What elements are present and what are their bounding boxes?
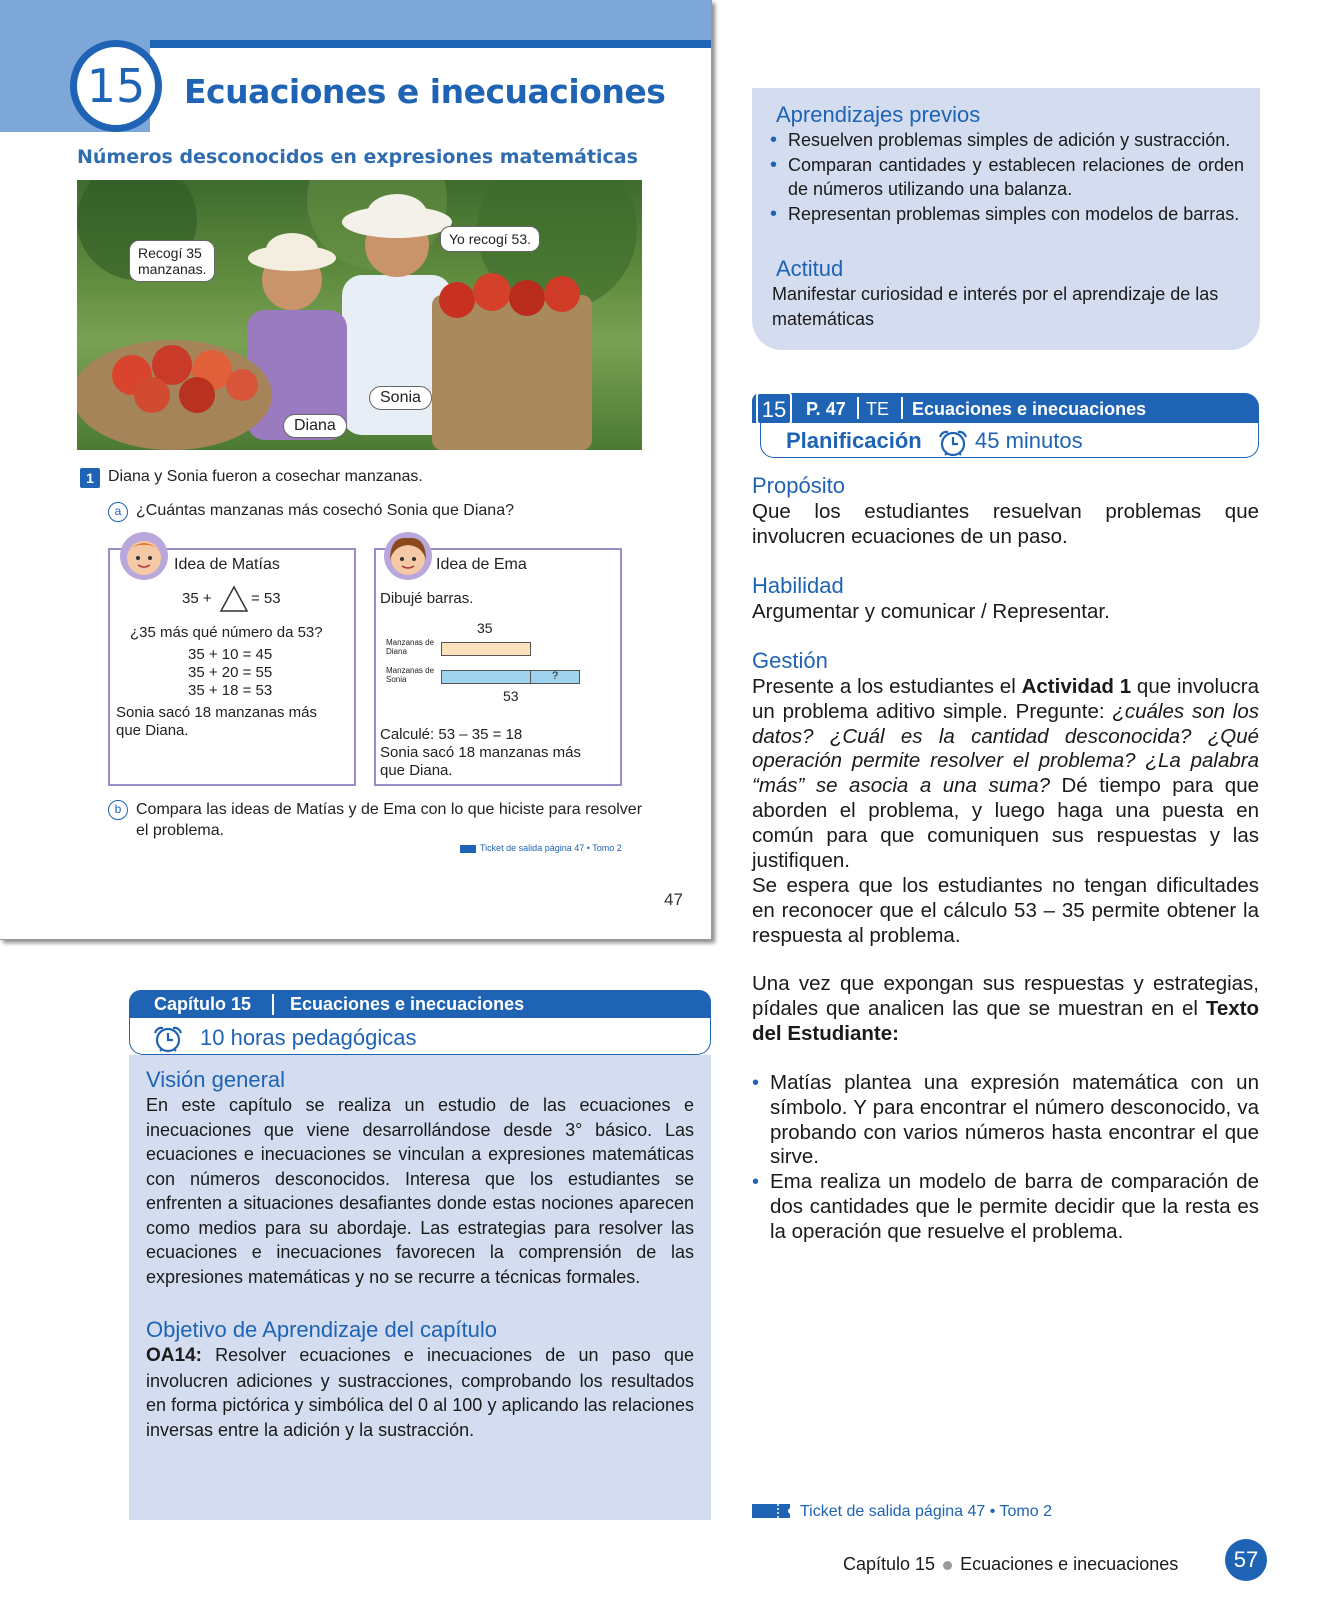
matias-equation-right: = 53: [251, 590, 281, 607]
page-footer: [843, 1554, 1178, 1575]
matias-face-icon: [118, 530, 170, 582]
actitud-heading: Actitud: [776, 256, 844, 281]
student-page-subtitle: Números desconocidos en expresiones matemáticas: [77, 146, 638, 168]
texto-estudiante-emphasis: Texto del Estudiante:: [752, 996, 1259, 1045]
part-a-label: a: [108, 502, 128, 522]
apple-harvest-photo: [77, 180, 642, 450]
ema-conclusion: Sonia sacó 18 manzanas más que Diana.: [380, 744, 581, 779]
footer-topic: Ecuaciones e inecuaciones: [960, 1554, 1179, 1574]
part-b-label: b: [108, 800, 128, 820]
speech-bubble-diana: Recogí 35 manzanas.: [129, 240, 215, 282]
aprendizajes-previos-panel: [752, 88, 1260, 350]
gestion-heading: Gestión: [752, 648, 828, 673]
separator: [901, 397, 903, 419]
ema-intro: Dibujé barras.: [380, 590, 474, 607]
planificacion-label: Planificación: [786, 428, 922, 453]
gestion-paragraph-2: Se espera que los estudiantes no tengan dificultades en reconocer que el cálculo 53 – 35 permite obtener la respuesta al problema.: [752, 874, 1259, 947]
actividad-emphasis: Actividad 1: [1021, 675, 1132, 698]
alarm-clock-icon: [937, 428, 969, 458]
actitud-text: Manifestar curiosidad e interés por el aprendizaje de las matemáticas: [772, 284, 1219, 329]
separator: [857, 397, 859, 419]
ema-bar-top-value: 35: [477, 620, 493, 636]
part-a-question: ¿Cuántas manzanas más cosechó Sonia que Diana?: [136, 502, 514, 519]
ema-bar-diana: [441, 642, 531, 656]
ema-bar1-label: Manzanas de Diana: [386, 638, 435, 656]
ema-bar-sonia-unknown: ?: [530, 670, 580, 684]
proposito-heading: Propósito: [752, 473, 845, 498]
matias-conclusion: Sonia sacó 18 manzanas más que Diana.: [116, 704, 317, 739]
matias-try-2: 35 + 20 = 55: [188, 664, 273, 681]
matias-try-1: 35 + 10 = 45: [188, 646, 273, 663]
guiding-questions: ¿cuáles son los datos? ¿Cuál es la cantidad desconocida? ¿Qué operación permite resolver el problema? ¿La palabra “más” se asocia a una suma?: [752, 699, 1259, 798]
planificacion-page-ref: P. 47: [806, 399, 846, 419]
name-tag-diana: Diana: [283, 414, 347, 438]
oa-code: OA14:: [146, 1345, 202, 1366]
ema-bar-bottom-value: 53: [503, 688, 519, 704]
matias-equation-left: 35 +: [182, 590, 212, 607]
planificacion-topic: Ecuaciones e inecuaciones: [912, 399, 1147, 419]
name-tag-sonia: Sonia: [369, 386, 432, 410]
habilidad-text: Argumentar y comunicar / Representar.: [752, 600, 1110, 623]
planificacion-book-ref: TE: [866, 399, 890, 419]
ema-bar-sonia-known: [441, 670, 531, 684]
vision-general-heading: Visión general: [146, 1067, 286, 1092]
capitulo-topic: Ecuaciones e inecuaciones: [290, 994, 525, 1014]
list-item: • Matías plantea una expresión matemática con un símbolo. Y para encontrar el número desconocido, va probando con varios números hasta encontrar el que sirve.: [752, 1071, 1259, 1170]
ticket-icon: [460, 845, 476, 853]
ticket-salida-text: Ticket de salida página 47 • Tomo 2: [800, 1503, 1052, 1520]
student-page-thumbnail: [0, 0, 712, 940]
habilidad-heading: Habilidad: [752, 573, 844, 598]
idea-matias-title: Idea de Matías: [174, 556, 280, 573]
aprendizajes-previos-heading: Aprendizajes previos: [776, 102, 981, 127]
aprendizajes-previos-list: [770, 128, 1244, 226]
gestion-paragraph-1: Presente a los estudiantes el Actividad 1 que involucra un problema aditivo simple. Pregunte: ¿cuáles son los datos? ¿Cuál es la cantidad desconocida? ¿Qué operación permite resolver el problema? ¿La palabra “más” se asocia a una suma? Dé tiempo para que aborden el problema, y luego haga una puesta en común para que comuniquen sus respuestas y las justifiquen.: [752, 675, 1259, 872]
student-ticket-note: [460, 843, 622, 853]
ema-face-icon: [382, 530, 434, 582]
chapter-number-badge: 15: [70, 40, 162, 132]
gestion-paragraph-3: Una vez que expongan sus respuestas y estrategias, pídales que analicen las que se muestran en el Texto del Estudiante:: [752, 972, 1259, 1045]
photo-illustration: [77, 180, 642, 450]
objetivo-text: OA14: Resolver ecuaciones e inecuaciones de un paso que involucren adiciones y sustracciones, comprobando los resultados en forma pictórica y simbólica del 0 al 100 y aplicando las relaciones inversas entre la adición y la sustracción.: [146, 1345, 694, 1440]
question-number-badge: 1: [80, 468, 100, 488]
student-ticket-text: Ticket de salida página 47 • Tomo 2: [480, 843, 622, 853]
capitulo-hours: 10 horas pedagógicas: [200, 1025, 417, 1050]
ema-calc: Calculé: 53 – 35 = 18: [380, 726, 523, 743]
list-item: • Representan problemas simples con modelos de barras.: [770, 202, 1244, 227]
ticket-icon: [752, 1502, 790, 1520]
vision-general-text: En este capítulo se realiza un estudio de las ecuaciones e inecuaciones que viene desarrollándose desde 3° básico. Las ecuaciones e inecuaciones se vinculan a expresiones matemáticas con números desconocidos. Interesa que los estudiantes se enfrenten a situaciones desafiantes donde estas nociones aparecen como medios para su abordaje. Las estrategias para resolver las ecuaciones e inecuaciones favorecen la comprensión de las expresiones matemáticas y no se recurre a técnicas formales.: [146, 1095, 694, 1287]
footer-chapter: Capítulo 15: [843, 1554, 936, 1574]
matias-try-3: 35 + 18 = 53: [188, 682, 273, 699]
student-page-number: 47: [664, 890, 683, 909]
footer-dot: [943, 1561, 952, 1570]
objetivo-heading: Objetivo de Aprendizaje del capítulo: [146, 1317, 498, 1342]
idea-ema-title: Idea de Ema: [436, 556, 527, 573]
page-number-badge: 57: [1225, 1539, 1267, 1581]
list-item: • Resuelven problemas simples de adición y sustracción.: [770, 128, 1244, 153]
vision-general-panel: [129, 1055, 711, 1520]
proposito-text: Que los estudiantes resuelvan problemas que involucren ecuaciones de un paso.: [752, 500, 1259, 548]
part-b-question: Compara las ideas de Matías y de Ema con lo que hiciste para resolver el problema.: [136, 801, 643, 839]
gestion-list: [752, 1071, 1259, 1245]
planificacion-chapter-badge: 15: [756, 392, 792, 425]
list-item: • Comparan cantidades y establecen relaciones de orden de números utilizando una balanza.: [770, 153, 1244, 202]
list-item: • Ema realiza un modelo de barra de comparación de dos cantidades que le permite decidir que la resta es la operación que resuelve el problema.: [752, 1170, 1259, 1244]
student-page-title: Ecuaciones e inecuaciones: [184, 72, 666, 111]
alarm-clock-icon: [152, 1024, 184, 1054]
separator: [272, 994, 274, 1015]
header-band: [0, 0, 712, 40]
triangle-unknown-icon: [219, 585, 249, 613]
planificacion-duration: 45 minutos: [975, 428, 1083, 453]
ema-bar2-label: Manzanas de Sonia: [386, 666, 435, 684]
speech-bubble-sonia: Yo recogí 53.: [440, 226, 540, 252]
matias-question: ¿35 más qué número da 53?: [130, 624, 323, 641]
question-text: Diana y Sonia fueron a cosechar manzanas.: [108, 468, 423, 485]
capitulo-label: Capítulo 15: [154, 994, 252, 1014]
